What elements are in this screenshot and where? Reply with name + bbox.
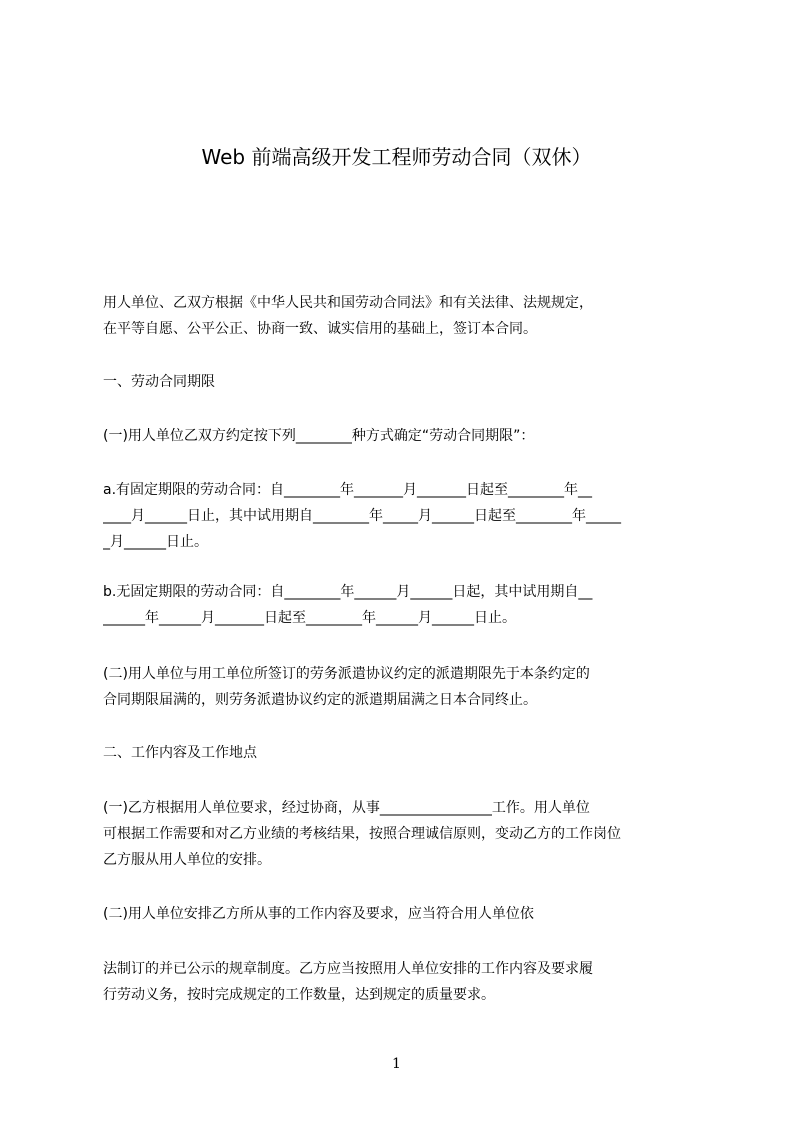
paragraph-line: 可根据工作需要和对乙方业绩的考核结果，按照合理诚信原则，变动乙方的工作岗位 [103,826,621,842]
fixed-term-contract-paragraph [103,477,701,555]
paragraph-line: 在平等自愿、公平公正、协商一致、诚实信用的基础上，签订本合同。 [103,321,537,337]
paragraph-line: 合同期限届满的，则劳务派遣协议约定的派遣期届满之日本合同终止。 [103,692,537,708]
paragraph-line: (一)乙方根据用人单位要求，经过协商，从事________________工作。用人单位 [103,800,590,816]
paragraph-line: 行劳动义务，按时完成规定的工作数量，达到规定的质量要求。 [103,987,495,1003]
work-requirements-paragraph [103,901,701,927]
work-duties-paragraph [103,956,701,1008]
paragraph-line: b.无固定期限的劳动合同：自________年______月______日起，其中试用期自__ [103,584,593,600]
open-term-contract-paragraph [103,579,701,631]
section-heading-contract-term [103,369,701,395]
paragraph-line: 法制订的并已公示的规章制度。乙方应当按照用人单位安排的工作内容及要求履 [103,961,593,977]
contract-term-method-paragraph [103,423,701,449]
paragraph-line: (二)用人单位安排乙方所从事的工作内容及要求，应当符合用人单位依 [103,906,534,922]
section-heading-work-content [103,740,701,766]
paragraph-line: (一)用人单位乙双方约定按下列________种方式确定“劳动合同期限”： [103,428,535,444]
paragraph-line: _月______日止。 [103,534,208,550]
paragraph-line: 二、工作内容及工作地点 [103,745,257,761]
paragraph-line: 用人单位、乙双方根据《中华人民共和国劳动合同法》和有关法律、法规规定， [103,295,593,311]
paragraph-line: 乙方服从用人单位的安排。 [103,852,271,868]
paragraph-line: a.有固定期限的劳动合同：自________年_______月_______日起至________年__ [103,482,593,498]
paragraph-line: (二)用人单位与用工单位所签订的劳务派遣协议约定的派遣期限先于本条约定的 [103,666,590,682]
preamble-paragraph [103,290,701,342]
page-number: 1 [392,1056,401,1072]
document-title: Web 前端高级开发工程师劳动合同（双休） [201,145,592,169]
paragraph-line: ____月______日止，其中试用期自________年_____月______日起至________年_____ [103,508,621,524]
dispatch-term-paragraph [103,661,701,713]
paragraph-line: ______年______月_______日起至________年______月______日止。 [103,610,516,626]
work-assignment-paragraph [103,795,701,873]
paragraph-line: 一、劳动合同期限 [103,374,215,390]
